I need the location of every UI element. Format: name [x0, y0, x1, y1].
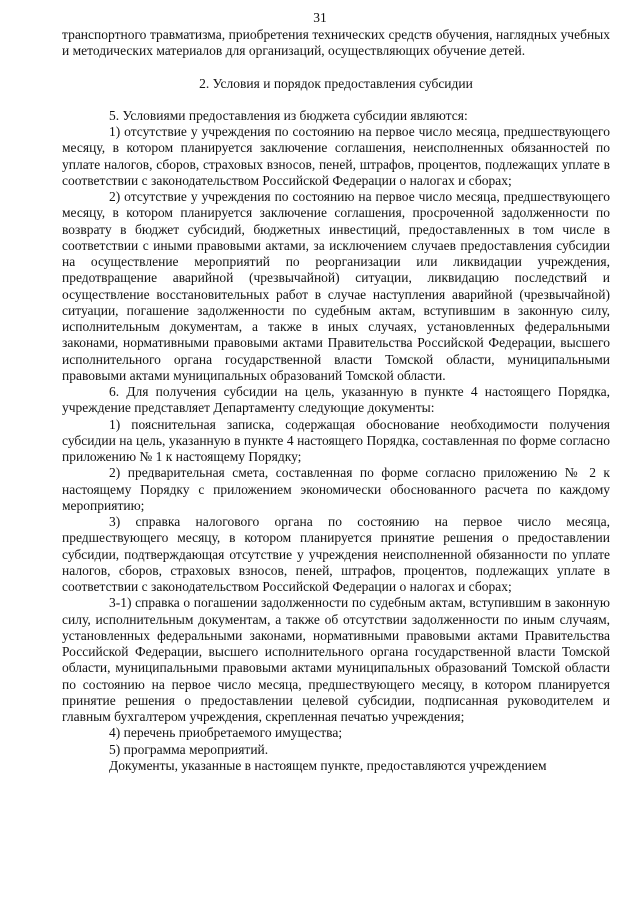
- paragraph-item-5-2: 2) отсутствие у учреждения по состоянию на первое число месяца, предшествующего месяцу, в котором планируется заключение соглашения, просроченной задолженности по возврату в бюджет субсидий, бюджетных инвестиций, предоставленных в том числе в соответствии с иными правовыми актами, за исключением случаев предоставления субсидии на осуществление мероприятий по реорганизации или ликвидации учреждения, предотвращение аварийной (чрезвычайной) ситуации, ликвидацию последствий и осуществление восстановительных работ в случае наступления аварийной (чрезвычайной) ситуации, погашение задолженности по судебным актам, вступившим в законную силу, исполнительным документам, а также в иных случаях, установленных федеральными законами, нормативными правовыми актами Правительства Российской Федерации, высшего исполнительного органа государственной власти Томской области, муниципальными правовыми актами муниципальных образований Томской области.: [62, 189, 610, 383]
- paragraph-item-5-1: 1) отсутствие у учреждения по состоянию на первое число месяца, предшествующего месяцу, в котором планируется заключение соглашения, неисполненных обязанностей по уплате налогов, сборов, страховых взносов, пеней, штрафов, процентов, подлежащих уплате в соответствии с законодательством Российской Федерации о налогах и сборах;: [62, 124, 610, 188]
- paragraph-item-6-3: 3) справка налогового органа по состоянию на первое число месяца, предшествующего месяцу, в котором планируется принятие решения о предоставлении субсидии, подтверждающая отсутствие у учреждения неисполненной обязанности по уплате налогов, сборов, страховых взносов, пеней, штрафов, процентов, подлежащих уплате в соответствии с законодательством Российской Федерации о налогах и сборах;: [62, 514, 610, 594]
- paragraph-clause-6: 6. Для получения субсидии на цель, указанную в пункте 4 настоящего Порядка, учреждение представляет Департаменту следующие документы:: [62, 384, 610, 416]
- paragraph-item-6-3-1: 3-1) справка о погашении задолженности по судебным актам, вступившим в законную силу, исполнительным документам, а также об отсутствии задолженности по иным случаям, установленных федеральными законами, нормативными правовыми актами Правительства Российской Федерации, высшего исполнительного органа государственной власти Томской области, муниципальными правовыми актами муниципальных образований Томской области по состоянию на первое число месяца, предшествующего месяцу, в котором планируется принятие решения о предоставлении целевой субсидии, подписанная руководителем и главным бухгалтером учреждения, скрепленная печатью учреждения;: [62, 595, 610, 724]
- paragraph-item-6-2: 2) предварительная смета, составленная по форме согласно приложению № 2 к настоящему Порядку с приложением экономически обоснованного расчета по каждому мероприятию;: [62, 465, 610, 513]
- paragraph-item-6-4: 4) перечень приобретаемого имущества;: [109, 725, 343, 741]
- document-body: [62, 27, 610, 774]
- paragraph-documents: Документы, указанные в настоящем пункте, предоставляются учреждением: [109, 757, 547, 773]
- section-heading: 2. Условия и порядок предоставления субсидии: [199, 75, 473, 91]
- paragraph-item-6-5: 5) программа мероприятий.: [109, 741, 269, 757]
- page-number: 31: [313, 10, 327, 25]
- paragraph-continuation: транспортного травматизма, приобретения технических средств обучения, наглядных учебных и методических материалов для организаций, осуществляющих обучение детей.: [62, 27, 610, 59]
- paragraph-item-6-1: 1) пояснительная записка, содержащая обоснование необходимости получения субсидии на цель, указанную в пункте 4 настоящего Порядка, составленная по форме согласно приложению № 1 к настоящему Порядку;: [62, 416, 610, 464]
- paragraph-clause-5: 5. Условиями предоставления из бюджета субсидии являются:: [109, 107, 468, 123]
